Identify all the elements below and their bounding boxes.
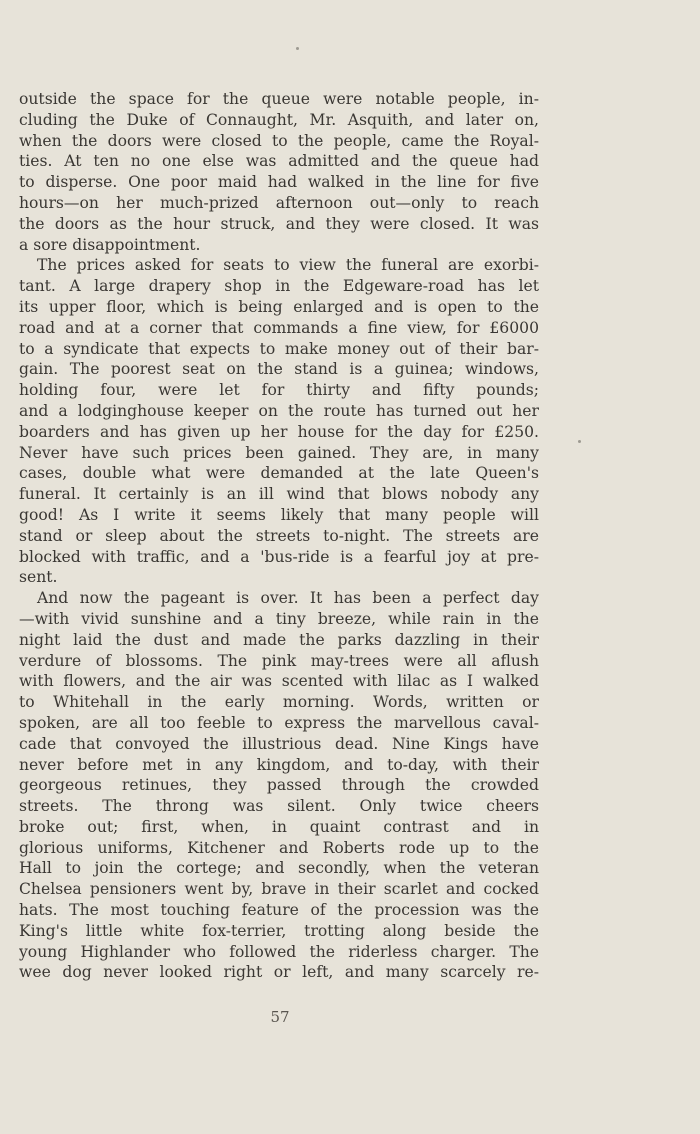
text-line: boarders and has given up her house for the day for £250. — [19, 422, 539, 441]
text-line: to disperse. One poor maid had walked in the line for five — [19, 173, 539, 192]
text-line: outside the space for the queue were notable people, in- — [19, 90, 539, 108]
text-line: gain. The poorest seat on the stand is a guinea; windows, — [19, 360, 539, 379]
text-line: its upper floor, which is being enlarged and is open to the — [19, 297, 539, 316]
text-line: georgeous retinues, they passed through the crowded — [19, 776, 539, 795]
text-line: The prices asked for seats to view the funeral are exorbi- — [37, 256, 539, 275]
paper-speck — [578, 440, 581, 443]
body-text — [19, 89, 539, 983]
text-line: to a syndicate that expects to make money out of their bar- — [19, 339, 539, 358]
text-line: cade that convoyed the illustrious dead. Nine Kings have — [19, 734, 539, 753]
text-line: never before met in any kingdom, and to-day, with their — [19, 755, 539, 774]
text-line: streets. The throng was silent. Only twice cheers — [19, 797, 539, 816]
text-line: —with vivid sunshine and a tiny breeze, while rain in the — [19, 609, 539, 628]
text-line: wee dog never looked right or left, and many scarcely re- — [19, 963, 539, 982]
text-line: verdure of blossoms. The pink may-trees were all aflush — [19, 651, 539, 670]
page-number: 57 — [270, 1008, 290, 1026]
text-line: funeral. It certainly is an ill wind that blows nobody any — [19, 485, 539, 504]
text-line: Chelsea pensioners went by, brave in their scarlet and cocked — [19, 880, 539, 899]
text-line: tant. A large drapery shop in the Edgeware-road has let — [19, 277, 539, 296]
text-line: holding four, were let for thirty and fifty pounds; — [19, 381, 539, 400]
text-line: And now the pageant is over. It has been a perfect day — [37, 589, 539, 608]
text-line: night laid the dust and made the parks dazzling in their — [19, 630, 539, 649]
text-line: Hall to join the cortege; and secondly, when the veteran — [19, 859, 539, 878]
text-line: with flowers, and the air was scented with lilac as I walked — [19, 672, 539, 691]
text-line: sent. — [19, 568, 58, 587]
paper-speck — [296, 47, 299, 50]
text-line: glorious uniforms, Kitchener and Roberts rode up to the — [19, 838, 539, 857]
text-line: spoken, are all too feeble to express the marvellous caval- — [19, 713, 539, 732]
text-line: Never have such prices been gained. They are, in many — [19, 443, 539, 462]
text-line: when the doors were closed to the people, came the Royal- — [19, 131, 539, 150]
text-line: hours—on her much-prized afternoon out—only to reach — [19, 193, 539, 212]
text-line: road and at a corner that commands a fine view, for £6000 — [19, 318, 539, 337]
text-line: blocked with traffic, and a 'bus-ride is a fearful joy at pre- — [19, 547, 539, 566]
text-line: stand or sleep about the streets to-night. The streets are — [19, 526, 539, 545]
text-line: the doors as the hour struck, and they were closed. It was — [19, 214, 539, 233]
text-line: ties. At ten no one else was admitted and the queue had — [19, 152, 539, 171]
text-line: young Highlander who followed the riderless charger. The — [19, 942, 539, 961]
text-line: cluding the Duke of Connaught, Mr. Asquith, and later on, — [19, 110, 539, 129]
text-line: hats. The most touching feature of the procession was the — [19, 901, 539, 920]
text-line: a sore disappointment. — [19, 235, 201, 254]
text-line: broke out; first, when, in quaint contrast and in — [19, 817, 539, 836]
text-line: cases, double what were demanded at the late Queen's — [19, 464, 539, 483]
text-line: King's little white fox-terrier, trotting along beside the — [19, 921, 539, 940]
text-line: and a lodginghouse keeper on the route has turned out her — [19, 401, 539, 420]
text-line: good! As I write it seems likely that many people will — [19, 505, 539, 524]
text-line: to Whitehall in the early morning. Words, written or — [19, 693, 539, 712]
